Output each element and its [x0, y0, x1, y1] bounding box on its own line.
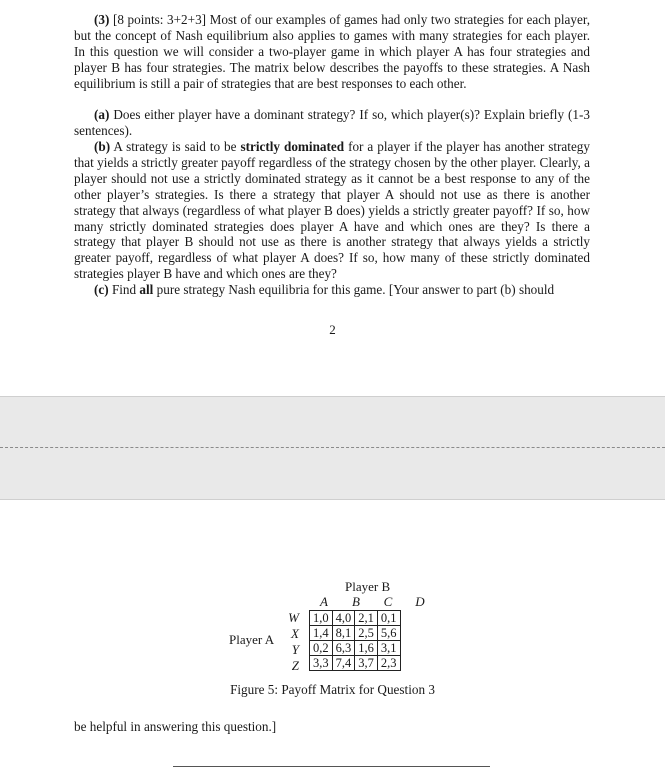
payoff-cell: 2,3: [377, 656, 400, 671]
payoff-cell: 0,2: [310, 641, 333, 656]
payoff-cell: 3,7: [355, 656, 378, 671]
player-a-label: Player A: [229, 632, 275, 647]
part-c-text-pre: Find: [108, 282, 140, 297]
payoff-cell: 1,6: [355, 641, 378, 656]
table-row: [310, 656, 401, 671]
payoff-cell: 7,4: [332, 656, 355, 671]
question-intro: [74, 12, 590, 92]
footnote-rule: [173, 766, 490, 767]
column-header-a: A: [320, 594, 328, 609]
payoff-cell: 2,1: [355, 611, 378, 626]
row-header-w: W: [288, 610, 299, 625]
part-c-bold-term: all: [139, 282, 154, 297]
payoff-cell: 4,0: [332, 611, 355, 626]
part-b: [74, 139, 590, 282]
part-a-text: Does either player have a dominant strategy? If so, which player(s)? Explain briefly (1-3 sentences).: [74, 107, 590, 138]
page-break-band: [0, 396, 665, 500]
part-b-label: (b): [94, 139, 111, 154]
continuation-text: be helpful in answering this question.]: [74, 719, 277, 734]
payoff-cell: 5,6: [377, 626, 400, 641]
part-a: [74, 107, 590, 139]
part-c: [74, 282, 590, 298]
question-intro-text: [8 points: 3+2+3] Most of our examples of games had only two strategies for each player, but the concept of Nash equilibrium also applies to games with many strategies for each player. In this question we will consider a two-player game in which player A has four strategies and player B has four strategies. The matrix below describes the payoffs to these strategies. A Nash equilibrium is still a pair of strategies that are best responses to each other.: [74, 12, 590, 91]
part-b-bold-term: strictly dominated: [240, 139, 345, 154]
payoff-cell: 2,5: [355, 626, 378, 641]
table-row: [310, 611, 401, 626]
part-c-text-post: pure strategy Nash equilibria for this game. [Your answer to part (b) should: [153, 282, 555, 297]
page-number: 2: [329, 322, 336, 337]
row-header-z: Z: [291, 658, 299, 673]
payoff-cell: 1,4: [310, 626, 333, 641]
figure-caption: Figure 5: Payoff Matrix for Question 3: [230, 682, 435, 697]
player-b-label: Player B: [345, 579, 391, 594]
table-row: [310, 626, 401, 641]
column-header-d: D: [415, 594, 425, 609]
part-b-text-post: for a player if the player has another strategy that yields a strictly greater payoff regardless of the strategy chosen by the other player. Clearly, a player should not use a strictly dominated strategy as it cannot be a best response to any of the other player’s strategies. Is there a strategy that player A should not use as there is another strategy that always (regardless of what player B does) yields a strictly greater payoff? If so, how many strictly dominated strategies does player A have and which ones are they? Is there a strategy that player B should not use as there is another strategy that always yields a strictly greater payoff, regardless of what player A does? If so, how many of these strictly dominated strategies player B have and which ones are they?: [74, 139, 590, 282]
payoff-matrix-figure: [222, 579, 452, 674]
part-b-text-pre: A strategy is said to be: [110, 139, 241, 154]
column-header-b: B: [352, 594, 360, 609]
payoff-cell: 6,3: [332, 641, 355, 656]
payoff-cell: 0,1: [377, 611, 400, 626]
payoff-cell: 1,0: [310, 611, 333, 626]
payoff-cell: 3,1: [377, 641, 400, 656]
part-c-label: (c): [94, 282, 109, 297]
question-number: (3): [94, 12, 110, 27]
table-row: [310, 641, 401, 656]
page-break-divider: [0, 447, 665, 448]
row-header-y: Y: [291, 642, 299, 657]
row-header-x: X: [291, 626, 299, 641]
column-header-c: C: [383, 594, 393, 609]
part-a-label: (a): [94, 107, 110, 122]
payoff-cell: 3,3: [310, 656, 333, 671]
payoff-table: [309, 610, 401, 671]
payoff-cell: 8,1: [332, 626, 355, 641]
